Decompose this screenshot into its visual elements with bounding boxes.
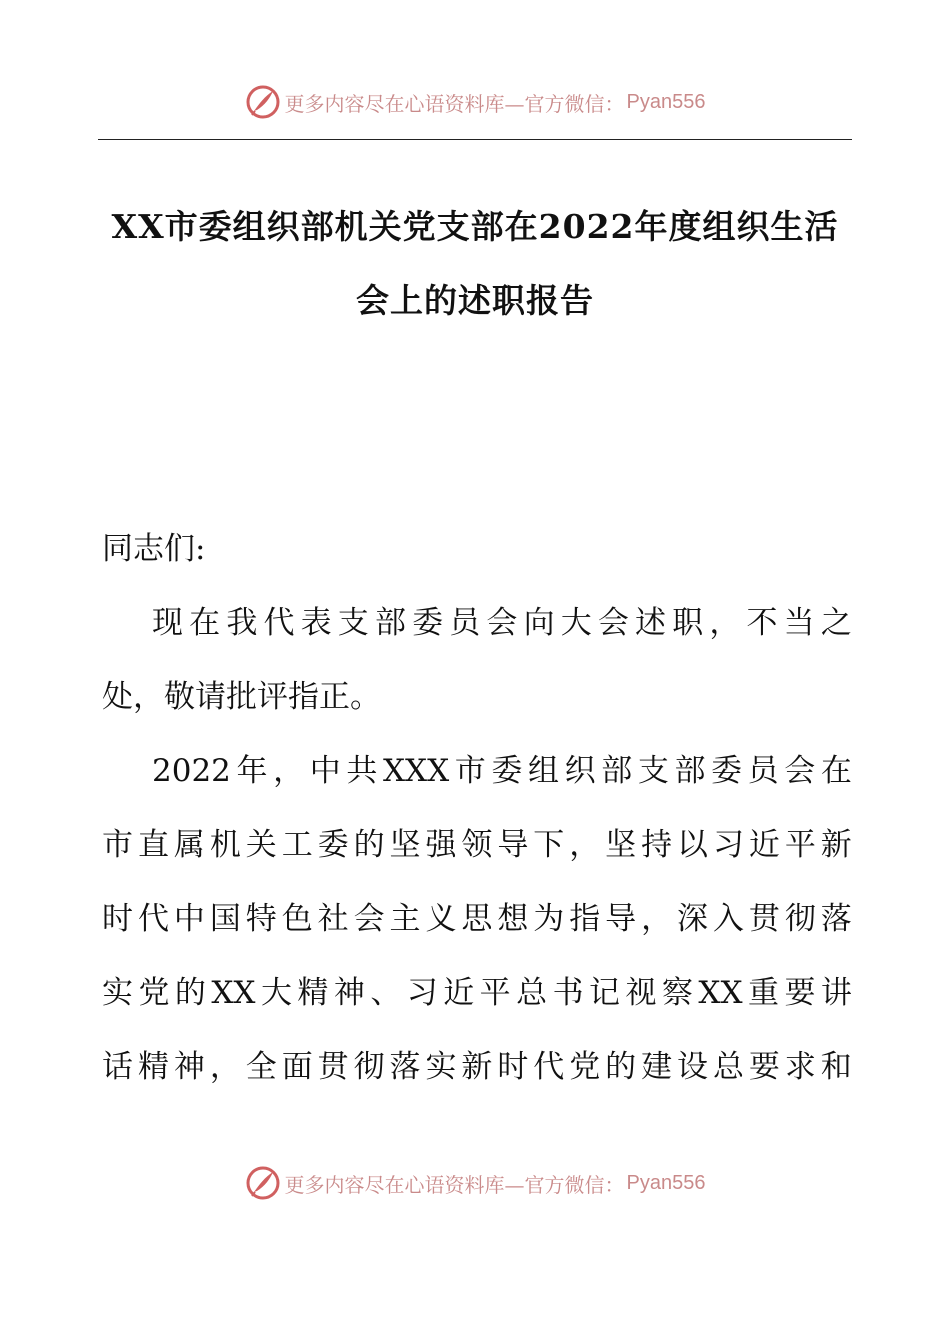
watermark-wechat-id: Pyan556 — [626, 90, 706, 113]
watermark-wechat-id: Pyan556 — [626, 1171, 706, 1194]
footer-watermark — [0, 1163, 950, 1203]
document-body — [102, 512, 852, 1104]
paragraph-line: 时 代 中 国 特 色 社 会 主 义 思 想 为 指 导 ， 深 入 贯 彻 落 — [102, 901, 852, 937]
paragraph-line: 现 在 我 代 表 支 部 委 员 会 向 大 会 述 职 ， 不 当 之 — [152, 605, 852, 641]
quill-pen-logo-icon — [245, 84, 281, 120]
quill-pen-logo-icon — [245, 1165, 281, 1201]
watermark-text: 更多内容尽在心语资料库—官方微信： — [284, 91, 625, 116]
title-line-2: 会上的述职报告 — [356, 281, 594, 320]
paragraph-line: 话 精 神 ， 全 面 贯 彻 落 实 新 时 代 党 的 建 设 总 要 求 和 — [102, 1049, 852, 1085]
title-line-1: XX市委组织部机关党支部在2022年度组织生活 — [111, 207, 839, 246]
document-title — [98, 190, 852, 338]
paragraph-line: 处，敬请批评指正。 — [102, 679, 381, 715]
salutation: 同志们: — [102, 531, 206, 567]
header-watermark — [0, 82, 950, 122]
paragraph-line: 市 直 属 机 关 工 委 的 坚 强 领 导 下 ， 坚 持 以 习 近 平 新 — [102, 827, 852, 863]
paragraph-line: 2022 年 ， 中 共 XXX 市 委 组 织 部 支 部 委 员 会 在 — [152, 753, 852, 789]
watermark-text: 更多内容尽在心语资料库—官方微信： — [284, 1172, 625, 1197]
paragraph-line: 实 党 的 XX 大 精 神 、 习 近 平 总 书 记 视 察 XX 重 要 讲 — [102, 975, 852, 1011]
header-divider — [98, 139, 852, 140]
